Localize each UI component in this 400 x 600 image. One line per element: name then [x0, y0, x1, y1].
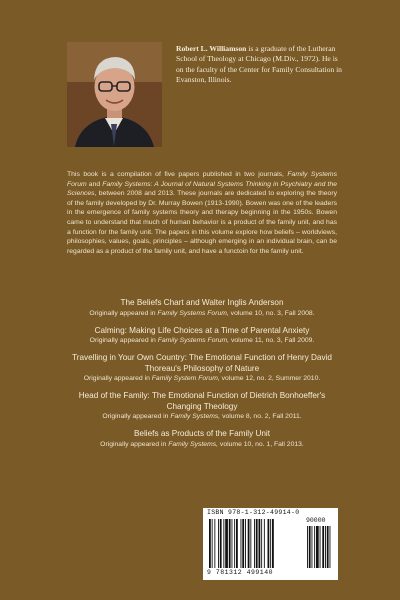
journal-title-2: Family Systems: A Journal of Natural Systems Thinking in Psychiatry and the Sciences — [67, 180, 338, 198]
author-portrait-image — [67, 42, 162, 147]
origin-details: volume 11, no. 3, Fall 2009. — [229, 337, 315, 344]
origin-prefix: Originally appeared in — [89, 337, 158, 344]
origin-journal: Family Systems, — [168, 440, 219, 448]
author-bio-text: is a graduate of the Lutheran School of Theology at Chicago (M.Div., 1972). He is on the faculty of the Center for Family Consultation in Evanston, Illinois. — [176, 44, 342, 85]
paper-title: Beliefs as Products of the Family Unit — [133, 429, 271, 438]
isbn-barcode — [203, 508, 338, 580]
origin-prefix: Originally appeared in — [89, 309, 158, 317]
origin-details: volume 8, no. 2, Fall 2011. — [220, 413, 302, 420]
origin-details: volume 12, no. 2, Summer 2010. — [219, 375, 321, 382]
origin-journal: Family Systems Forum, — [157, 337, 230, 344]
isbn-number: ISBN 978-1-312-49914-0 — [207, 509, 300, 516]
description-part-2: and — [86, 180, 103, 188]
author-bio — [176, 44, 346, 86]
paper-entry — [67, 353, 337, 383]
paper-entry — [67, 326, 337, 346]
origin-prefix: Originally appeared in — [100, 440, 169, 448]
author-name: Robert L. Williamson — [176, 44, 247, 53]
paper-origin — [67, 374, 337, 383]
paper-entry — [67, 298, 337, 318]
origin-journal: Family Systems, — [170, 413, 221, 420]
journal-title-1: Family Systems Forum — [67, 171, 337, 188]
author-photo — [67, 42, 162, 147]
description-part-1: This book is a compilation of five papers published in two journals, — [67, 171, 288, 178]
paper-origin — [67, 440, 337, 449]
price-code: 90000 — [306, 517, 326, 524]
paper-origin — [67, 336, 337, 345]
paper-title: Head of the Family: The Emotional Function of Dietrich Bonhoeffer's Changing Theology — [78, 391, 326, 411]
origin-prefix: Originally appeared in — [83, 375, 152, 382]
paper-title: Travelling in Your Own Country: The Emotional Function of Henry David Thoreau's Philosophy of Nature — [72, 353, 332, 373]
paper-title: The Beliefs Chart and Walter Inglis Anderson — [120, 298, 284, 307]
paper-entry — [67, 429, 337, 449]
paper-origin — [67, 412, 337, 421]
paper-entry — [67, 391, 337, 421]
origin-details: volume 10, no. 1, Fall 2013. — [218, 440, 304, 448]
description-part-3: , between 2008 and 2013. These journals are dedicated to exploring the theory of the family developed by Dr. Murray Bowen (1913-1990). Bowen was one of the leaders in the emergence of family systems theory and therapy beginning in the 1950s. Bowen came to understand that much of human behavior is a product of the family unit, and has a function for the family unit. The papers in this volume explore how beliefs – worldviews, philosophies, values, goals, principles – although emerging in an individual brain, can be regarded as a product of the family unit, and have a functoin for the family unit. — [67, 190, 337, 255]
origin-journal: Family Systems Forum, — [157, 309, 229, 317]
paper-origin — [67, 309, 337, 318]
origin-prefix: Originally appeared in — [102, 413, 171, 420]
paper-title: Calming: Making Life Choices at a Time of Parental Anxiety — [94, 325, 310, 335]
origin-details: volume 10, no. 3, Fall 2008. — [228, 309, 315, 317]
origin-journal: Family System Forum, — [151, 375, 220, 382]
barcode-digits: 9 781312 499140 — [207, 569, 274, 576]
paper-list — [67, 298, 337, 457]
book-description — [67, 170, 337, 256]
